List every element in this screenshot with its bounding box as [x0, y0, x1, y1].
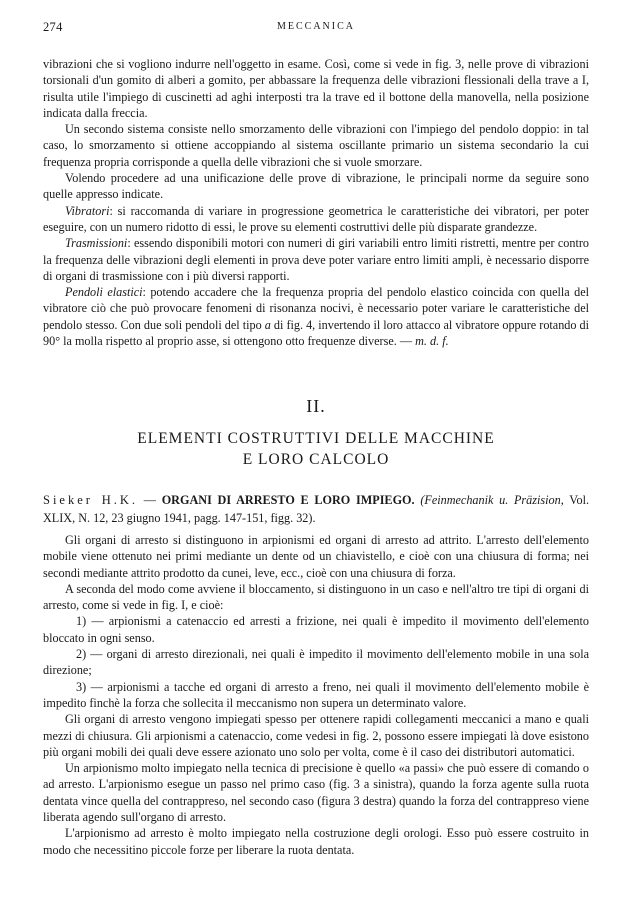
- paragraph: Gli organi di arresto si distinguono in arpionismi ed organi di arresto ad attrito. L'arresto dell'elemento mobile viene ottenuto nei primi mediante un dente od un chiavistello, e cioè con una chiusura di forma; nei secondi mediante attrito prodotto da cunei, leve, ecc., cioè con una chiusura di forza.: [43, 533, 589, 580]
- paragraph: Vibratori: si raccomanda di variare in progressione geometrica le caratteristiche dei vibratori, per poter eseguire, con un numero ridotto di essi, le prove su elementi costruttivi delle più disparate grandezze.: [43, 203, 589, 234]
- reference-details: Vol. XLIX, N. 12, 23 giugno 1941, pagg. 147-151, figg. 32).: [43, 493, 590, 525]
- paragraph: vibrazioni che si vogliono indurre nell'oggetto in esame. Così, come si vede in fig. 3, nelle prove di vibrazioni torsionali d'un gomito di alberi a gomito, per abbassare la frequenza delle vibrazioni flessionali della trave a I, risulta utile l'impiego di cuscinetti ad aghi interposti tra la trave ed il bottone della manovella, nella posizione indicata dalla freccia.: [43, 57, 589, 120]
- section-title: ELEMENTI COSTRUTTIVI DELLE MACCHINE E LORO CALCOLO: [137, 430, 495, 468]
- reference-journal: (Feinmechanik u. Präzision,: [420, 493, 564, 507]
- paragraph: Pendoli elastici: potendo accadere che la frequenza propria del pendolo elastico coincida con quella del vibratore ciò che può provocare fenomeni di risonanza nocivi, è necessario poter variare le caratteristiche del pendolo stesso. Con due soli pendoli del tipo a di fig. 4, invertendo il loro attacco al vibratore oppure rotando di 90° la molla rispetto al proprio asse, si ottengono otto frequenze diverse. — m. d. f.: [43, 285, 590, 349]
- page-number: 274: [43, 20, 63, 34]
- paragraph-term: Trasmissioni: [65, 236, 128, 251]
- paragraph-term: Vibratori: [65, 203, 110, 218]
- text-block-bottom: [43, 532, 589, 858]
- paragraph: Un secondo sistema consiste nello smorzamento delle vibrazioni con l'impiego del pendolo doppio: in tal caso, lo smorzamento si ottiene accoppiando al sistema oscillante primario un sistema secondario la cui frequenza propria corrisponde a quella delle vibrazioni che si vuole smorzare.: [43, 122, 589, 169]
- paragraph: Volendo procedere ad una unificazione delle prove di vibrazione, le principali norme da seguire sono quelle appresso indicate.: [43, 171, 589, 202]
- paragraph: A seconda del modo come avviene il bloccamento, si distinguono in un caso e nell'altro tre tipi di organi di arresto, come si vede in fig. I, e cioè:: [43, 581, 589, 613]
- list-item: 2) — organi di arresto direzionali, nei quali è impedito il movimento dell'elemento mobile in una sola direzione;: [43, 647, 589, 678]
- text-block-top: [43, 56, 589, 349]
- paragraph: Un arpionismo molto impiegato nella tecnica di precisione è quello «a passi» che può essere di comando o ad arresto. L'arpionismo esegue un passo nel primo caso (fig. 3 a sinistra), quando la forza agente sulla ruota dentata vince quella del contrappreso, nel secondo caso (figura 3 destra) quando la forza del contrappreso viene liberata agendo sull'organo di arresto.: [43, 761, 589, 825]
- list-item: 1) — arpionismi a catenaccio ed arresti a frizione, nei quali è impedito il movimento dell'elemento bloccato in ogni senso.: [43, 614, 589, 645]
- section-number: II.: [306, 396, 326, 416]
- paragraph: Gli organi di arresto vengono impiegati spesso per ottenere rapidi collegamenti meccanici a mano e quali mezzi di chiusura. Gli arpionismi a catenaccio, come vedesi in fig. 2, possono essere impiegati là dove esistono più organi mobili dei quali deve essere azionato uno solo per volta, come è il caso dei distributori automatici.: [43, 712, 589, 759]
- reference-author: Sieker H.K.: [43, 493, 139, 507]
- paragraph: L'arpionismo ad arresto è molto impiegato nella costruzione degli orologi. Esso può essere costruito in modo che necessitino piccole forze per liberare la ruota dentata.: [43, 826, 589, 857]
- list-item: 3) — arpionismi a tacche ed organi di arresto a freno, nei quali il movimento dell'elemento mobile è impedito finchè la forza che sollecita il meccanismo non supera un determinato valore.: [43, 679, 589, 710]
- bibliographic-reference: Sieker H.K. — ORGANI DI ARRESTO E LORO IMPIEGO. (Feinmechanik u. Präzision, Vol. XLIX, N. 12, 23 giugno 1941, pagg. 147-151, figg. 32).: [43, 493, 590, 525]
- author-signature: m. d. f.: [415, 334, 449, 349]
- running-title: MECCANICA: [276, 21, 355, 32]
- reference-title: ORGANI DI ARRESTO E LORO IMPIEGO.: [161, 493, 415, 507]
- running-header: [43, 20, 589, 36]
- paragraph: Trasmissioni: essendo disponibili motori con numeri di giri variabili entro limiti ristretti, mentre per contro la frequenza delle vibrazioni degli elementi in prova deve poter variare entro limiti ampli, è necessario disporre di organi di trasmissione con i più diversi rapporti.: [43, 236, 589, 283]
- paragraph-term: Pendoli elastici: [65, 285, 143, 300]
